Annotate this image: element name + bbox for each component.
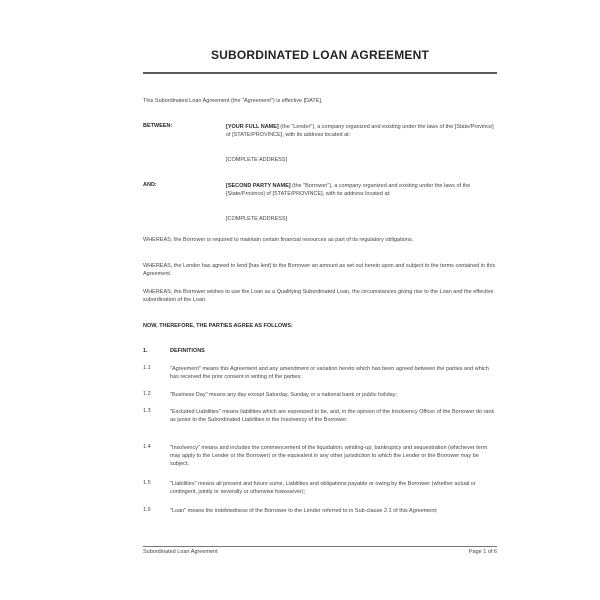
definition-number: 1.2 <box>143 391 151 397</box>
borrower-text: (the "Borrower"), a company organized and existing under the laws of the [State/Province] of [STATE/PROVINCE], with its address located at: <box>226 183 471 197</box>
title-divider <box>143 72 497 74</box>
whereas-paragraph-1: WHEREAS, the Borrower is required to maintain certain financial resources as part of its regulatory obligations. <box>143 237 414 243</box>
borrower-paragraph <box>226 182 498 198</box>
document-title: SUBORDINATED LOAN AGREEMENT <box>210 48 430 62</box>
footer-divider <box>143 546 497 547</box>
definition-number: 1.4 <box>143 444 151 450</box>
definition-text: "Loan" means the indebtedness of the Borrower to the Lender referred to in Sub-clause 2.1 of this Agreement; <box>170 508 438 514</box>
definition-number: 1.6 <box>143 507 151 513</box>
whereas-paragraph-3: WHEREAS, the Borrower wishes to use the Loan as a Qualifying Subordinated Loan, the circumstances giving rise to the Loan and the effective subordination of the Loan. <box>143 289 494 303</box>
definition-text: "Excluded Liabilities" means liabilities which are expressed to be, and, in the opinion of the Insolvency Officer of the Borrower do rank as junior to the Subordinated Liabilities in the Insolvency of the Borrower; <box>170 409 495 423</box>
section-title: DEFINITIONS <box>170 348 205 354</box>
definition-text: "Insolvency" means and includes the commencement of the liquidation, winding-up, bankruptcy and sequestration (whichever term may apply to the Lender or the Borrower) or the equivalent in any other jurisdiction to which the Lender or the Borrower may be subject; <box>170 445 488 467</box>
footer-document-name: Subordinated Loan Agreement <box>143 549 218 555</box>
between-label: BETWEEN: <box>143 123 173 129</box>
lender-text: (the "Lender"), a company organized and existing under the laws of the [State/Province] of [STATE/PROVINCE], with its address located at: <box>226 124 494 138</box>
whereas-paragraph-2: WHEREAS, the Lender has agreed to lend [has lent] to the Borrower an amount as set out herein upon and subject to the terms contained in this Agreement. <box>143 263 496 277</box>
definition-number: 1.1 <box>143 365 151 371</box>
definition-text: "Liabilities" means all present and future sums, Liabilities and obligations payable or owing by the Borrower (whether actual or contingent, jointly or severally or otherwise howsoever); <box>170 481 476 495</box>
and-label: AND: <box>143 182 157 188</box>
lender-paragraph <box>226 123 498 139</box>
definition-text: "Agreement" means this Agreement and any amendment or variation hereto which has been agreed between the parties and which has received the prior consent in writing of the parties; <box>170 366 489 380</box>
document-page <box>140 40 500 560</box>
borrower-name: [SECOND PARTY NAME] <box>226 183 291 189</box>
lender-address: [COMPLETE ADDRESS] <box>226 157 288 163</box>
definition-number: 1.5 <box>143 480 151 486</box>
now-therefore-heading: NOW, THEREFORE, THE PARTIES AGREE AS FOLLOWS: <box>143 323 293 329</box>
footer-page-number: Page 1 of 6 <box>468 549 497 555</box>
lender-name: [YOUR FULL NAME] <box>226 124 279 130</box>
definition-text: "Business Day" means any day except Saturday, Sunday or a national bank or public holiday; <box>170 392 397 398</box>
borrower-address: [COMPLETE ADDRESS] <box>226 216 288 222</box>
section-number: 1. <box>143 348 148 354</box>
definition-number: 1.3 <box>143 408 151 414</box>
intro-paragraph: This Subordinated Loan Agreement (the "Agreement") is effective [DATE], <box>143 98 323 104</box>
